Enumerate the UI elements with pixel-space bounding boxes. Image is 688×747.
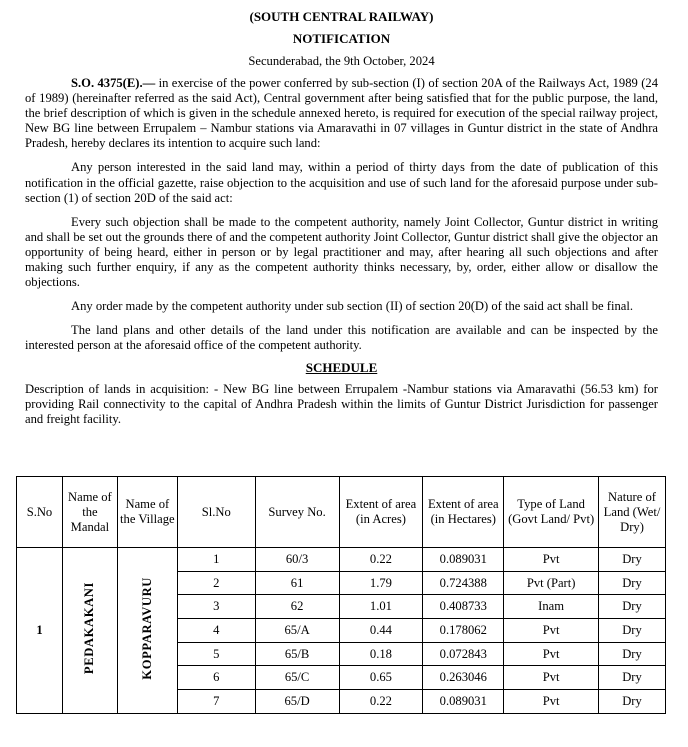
cell-type: Inam	[504, 595, 599, 619]
paragraph-4: Any order made by the competent authority under sub section (II) of section 20(D) of the said act shall be final.	[71, 299, 633, 314]
cell-sno: 1	[17, 548, 63, 714]
cell-nature: Dry	[599, 571, 666, 595]
mandal-name: PEDAKAKANI	[82, 582, 97, 675]
cell-nature: Dry	[599, 666, 666, 690]
cell-survey: 61	[255, 571, 339, 595]
paragraph-5: The land plans and other details of the land under this notification are available and can be inspected by the interested person at the aforesaid office of the competent authority.	[25, 323, 658, 353]
dateline: Secunderabad, the 9th October, 2024	[248, 54, 435, 68]
cell-slno: 1	[177, 548, 255, 572]
cell-hectares: 0.263046	[423, 666, 504, 690]
cell-type: Pvt	[504, 642, 599, 666]
cell-type: Pvt	[504, 690, 599, 714]
cell-hectares: 0.178062	[423, 619, 504, 643]
cell-survey: 65/C	[255, 666, 339, 690]
cell-hectares: 0.089031	[423, 690, 504, 714]
cell-survey: 65/D	[255, 690, 339, 714]
so-number: S.O. 4375(E).—	[71, 76, 156, 90]
cell-acres: 0.44	[339, 619, 423, 643]
header-sno: S.No	[17, 477, 63, 548]
cell-slno: 3	[177, 595, 255, 619]
cell-slno: 5	[177, 642, 255, 666]
cell-nature: Dry	[599, 642, 666, 666]
cell-slno: 6	[177, 666, 255, 690]
cell-nature: Dry	[599, 595, 666, 619]
cell-acres: 0.65	[339, 666, 423, 690]
header-mandal: Name of the Mandal	[62, 477, 117, 548]
cell-hectares: 0.724388	[423, 571, 504, 595]
cell-slno: 7	[177, 690, 255, 714]
cell-hectares: 0.408733	[423, 595, 504, 619]
header-nature: Nature of Land (Wet/ Dry)	[599, 477, 666, 548]
notification-title: NOTIFICATION	[292, 31, 391, 46]
schedule-heading: SCHEDULE	[305, 359, 378, 375]
notification-document	[25, 6, 658, 427]
cell-survey: 60/3	[255, 548, 339, 572]
cell-survey: 65/A	[255, 619, 339, 643]
cell-type: Pvt	[504, 548, 599, 572]
cell-mandal	[62, 548, 117, 714]
cell-acres: 1.79	[339, 571, 423, 595]
cell-acres: 0.22	[339, 690, 423, 714]
cell-type: Pvt (Part)	[504, 571, 599, 595]
railway-heading: (SOUTH CENTRAL RAILWAY)	[249, 9, 434, 24]
cell-slno: 2	[177, 571, 255, 595]
cell-survey: 65/B	[255, 642, 339, 666]
cell-acres: 1.01	[339, 595, 423, 619]
cell-acres: 0.18	[339, 642, 423, 666]
cell-acres: 0.22	[339, 548, 423, 572]
cell-hectares: 0.089031	[423, 548, 504, 572]
header-village: Name of the Village	[117, 477, 177, 548]
cell-type: Pvt	[504, 666, 599, 690]
header-survey: Survey No.	[255, 477, 339, 548]
cell-type: Pvt	[504, 619, 599, 643]
paragraph-3: Every such objection shall be made to the competent authority, namely Joint Collector, Guntur district in writing and shall be set out the grounds there of and the competent authority Joint Collector, Guntur district shall give the objector an opportunity of being heard, either in person or by legal practitioner and may, after hearing all such objections and after making such further enquiry, if any as the competent authority thinks necessary, by, order, either allow or disallow the objections.	[25, 214, 658, 290]
header-type: Type of Land (Govt Land/ Pvt)	[504, 477, 599, 548]
cell-hectares: 0.072843	[423, 642, 504, 666]
cell-nature: Dry	[599, 619, 666, 643]
cell-survey: 62	[255, 595, 339, 619]
table-row	[17, 548, 666, 572]
cell-slno: 4	[177, 619, 255, 643]
paragraph-1	[25, 76, 658, 151]
cell-village	[117, 548, 177, 714]
cell-nature: Dry	[599, 690, 666, 714]
land-schedule-table	[16, 476, 666, 714]
header-slno: Sl.No	[177, 477, 255, 548]
schedule-description: Description of lands in acquisition: - New BG line between Errupalem -Nambur stations via Amaravathi (56.53 km) for providing Rail connectivity to the capital of Andhra Pradesh within the limits of Guntur District Jurisdiction for passenger and freight facility.	[25, 381, 658, 426]
header-acres: Extent of area (in Acres)	[339, 477, 423, 548]
paragraph-2: Any person interested in the said land may, within a period of thirty days from the date of publication of this notification in the official gazette, raise objection to the acquisition and use of such land for the aforesaid purpose under sub- section (1) of section 20D of the said act:	[25, 160, 658, 205]
header-hectares: Extent of area (in Hectares)	[423, 477, 504, 548]
paragraph-1-text: in exercise of the power conferred by sub-section (I) of section 20A of the Railways Act, 1989 (24 of 1989) (hereinafter referred as the said Act), Central government after being satisfied that for the public purpose, the land, the brief description of which is given in the schedule annexed hereto, is required for execution of the special railway project, New BG line between Errupalem – Nambur stations via Amaravathi in 07 villages in Guntur district in the state of Andhra Pradesh, hereby declares its intention to acquire such land:	[25, 76, 659, 151]
village-name: KOPPARAVURU	[139, 577, 154, 680]
cell-nature: Dry	[599, 548, 666, 572]
table-header-row	[17, 477, 666, 548]
